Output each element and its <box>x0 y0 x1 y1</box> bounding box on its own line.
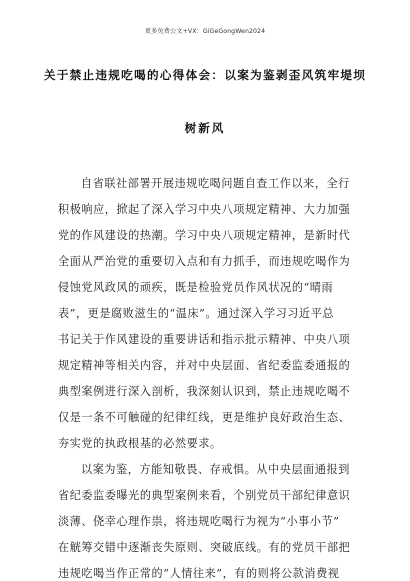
body-line: 自省联社部署开展违规吃喝问题自查工作以来，全行 <box>81 177 350 190</box>
body-line: 党的作风建设的热潮。学习中央八项规定精神，是新时代 <box>58 229 351 242</box>
body-line: 在觥筹交错中逐渐丧失原则、突破底线。有的党员干部把 <box>58 541 351 554</box>
body-line: 违规吃喝当作正常的“人情往来”，有的则将公款消费视 <box>58 567 340 580</box>
header-note: 更多免费公文+VX：GiGeGongWen2024 <box>144 28 266 35</box>
body-line: 仅是一条不可触碰的纪律红线，更是维护良好政治生态、 <box>58 411 351 424</box>
body-line: 淡薄、侥幸心理作祟，将违规吃喝行为视为“小事小节” <box>58 515 340 528</box>
body-line: 全面从严治党的重要切入点和有力抓手，而违规吃喝作为 <box>58 255 351 268</box>
body-line: 侵蚀党风政风的顽疾，既是检验党员作风状况的“晴雨 <box>58 281 334 294</box>
body-line: 夯实党的执政根基的必然要求。 <box>58 437 222 450</box>
body-line: 积极响应，掀起了深入学习中央八项规定精神、大力加强 <box>58 203 351 216</box>
body-line: 典型案例进行深入剖析，我深刻认识到，禁止违规吃喝不 <box>58 385 351 398</box>
body-line: 以案为鉴，方能知敬畏、存戒惧。从中央层面通报到 <box>81 463 350 476</box>
body-line: 省纪委监委曝光的典型案例来看，个别党员干部纪律意识 <box>58 489 351 502</box>
body-line: 书记关于作风建设的重要讲话和指示批示精神、中央八项 <box>58 333 351 346</box>
document-author: 树新风 <box>184 121 226 135</box>
document-title: 关于禁止违规吃喝的心得体会：以案为鉴剥歪风筑牢堤坝 <box>43 68 367 82</box>
body-line: 表”，更是腐败滋生的“温床”。通过深入学习习近平总 <box>58 307 335 320</box>
body-line: 规定精神等相关内容，并对中央层面、省纪委监委通报的 <box>58 359 351 372</box>
